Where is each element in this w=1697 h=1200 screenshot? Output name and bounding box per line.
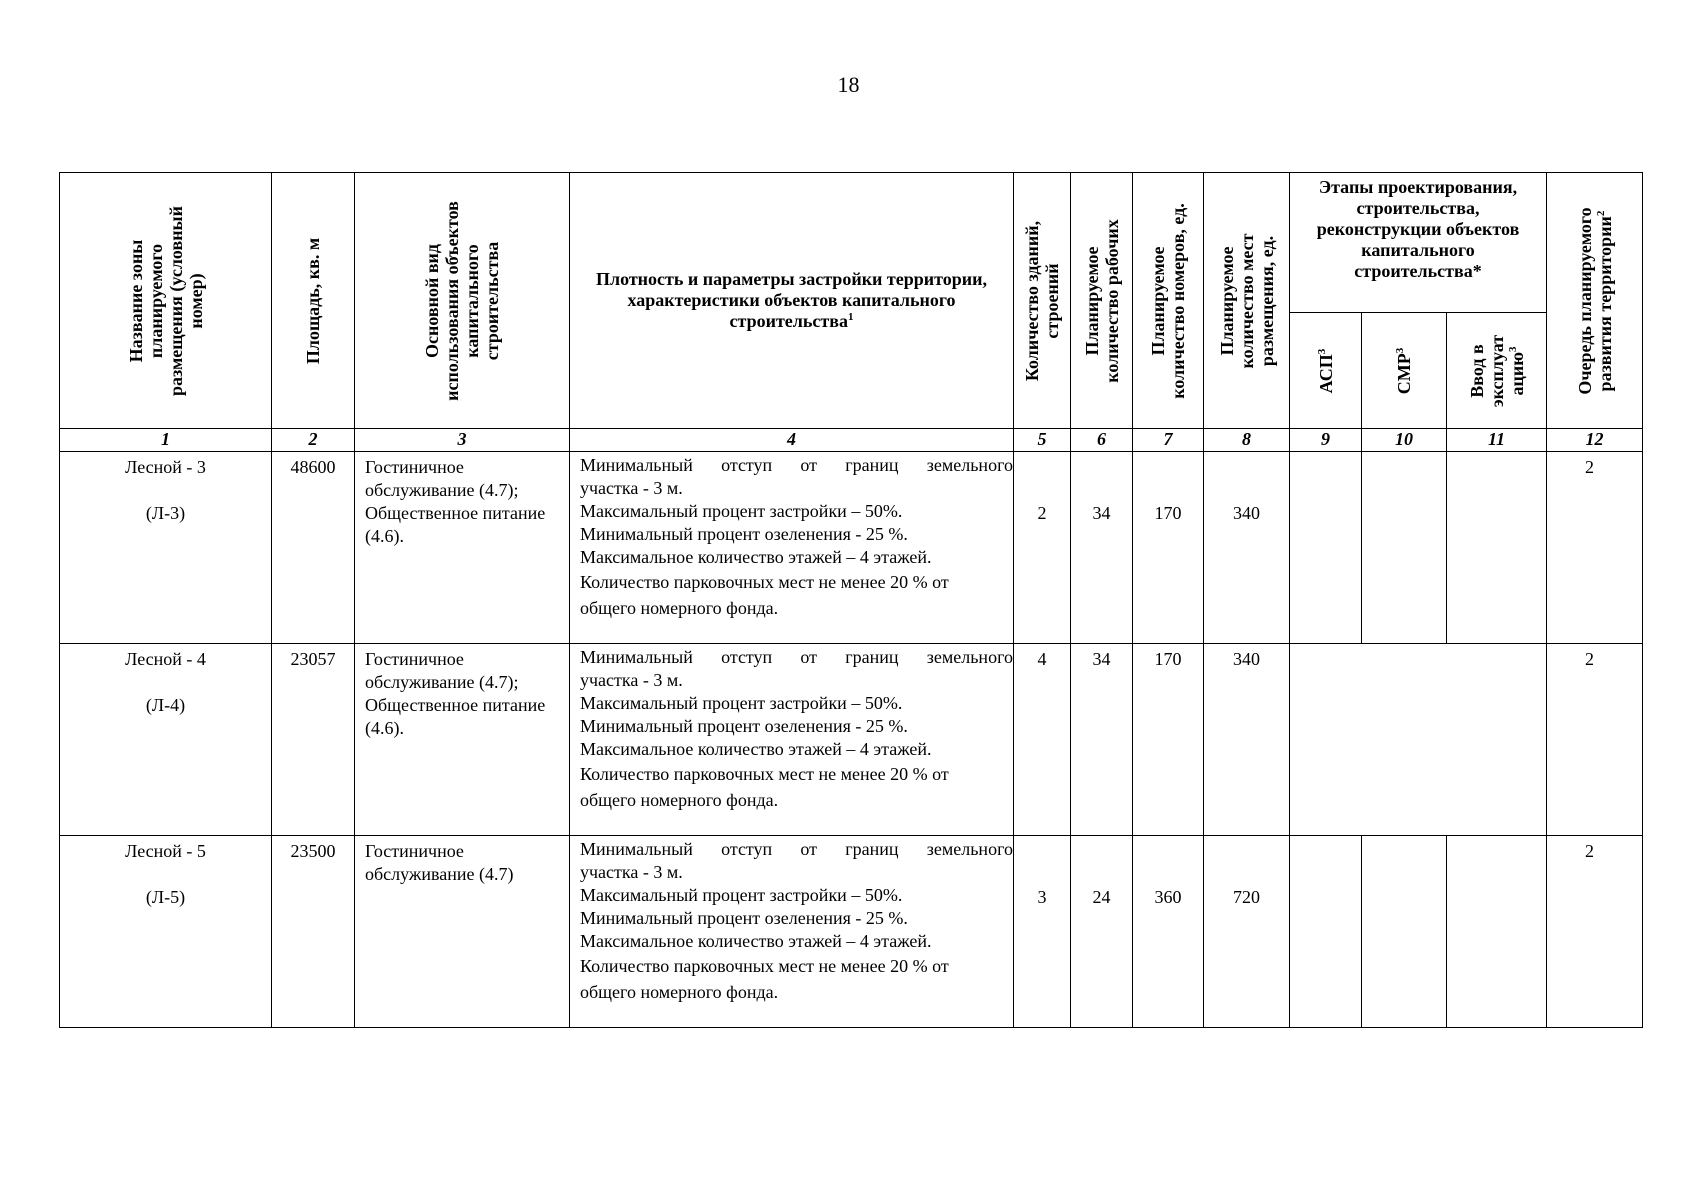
smr-cell — [1362, 836, 1447, 1028]
use-line: (4.6). — [365, 718, 404, 738]
params-line: Максимальный процент застройки – 50%. — [580, 501, 903, 521]
rooms-cell: 360 — [1133, 836, 1204, 1028]
buildings-count-cell: 3 — [1014, 836, 1071, 1028]
column-number-row — [60, 429, 1643, 452]
header-stages: Этапы проектирования, строительства, реконструкции объектов капитального строительства* — [1290, 173, 1547, 313]
params-line: общего номерного фонда. — [580, 598, 779, 618]
zone-name: Лесной - 5 — [125, 841, 206, 861]
params-cell — [570, 452, 1014, 644]
workers-cell: 34 — [1071, 452, 1133, 644]
places-cell: 340 — [1204, 452, 1290, 644]
use-line: Гостиничное — [365, 841, 464, 861]
table-body — [60, 429, 1643, 1028]
params-line: участка - 3 м. — [580, 862, 683, 882]
commission-cell — [1447, 836, 1547, 1028]
column-number: 7 — [1133, 429, 1204, 452]
asp-cell — [1290, 452, 1362, 644]
params-line: Минимальный отступ от границ земельного — [580, 647, 1013, 667]
table-row — [60, 836, 1643, 1028]
zone-name-cell — [60, 452, 272, 644]
column-number: 9 — [1290, 429, 1362, 452]
use-cell — [355, 452, 570, 644]
header-area: Площадь, кв. м — [272, 173, 355, 429]
zone-code: (Л-4) — [145, 695, 186, 715]
order-cell: 2 — [1547, 836, 1643, 1028]
header-zone-name: Название зоны планируемого размещения (условный номер) — [60, 173, 272, 429]
params-line: участка - 3 м. — [580, 670, 683, 690]
use-line: (4.6). — [365, 526, 404, 546]
column-number: 5 — [1014, 429, 1071, 452]
page-number: 18 — [837, 72, 860, 97]
column-number: 3 — [355, 429, 570, 452]
area-cell: 23057 — [272, 644, 355, 836]
params-line: общего номерного фонда. — [580, 982, 779, 1002]
order-cell: 2 — [1547, 452, 1643, 644]
column-number: 1 — [60, 429, 272, 452]
use-line: Гостиничное — [365, 649, 464, 669]
zone-name: Лесной - 4 — [125, 649, 206, 669]
area-cell: 48600 — [272, 452, 355, 644]
header-smr: СМР$^3$ — [1362, 313, 1447, 429]
use-line: обслуживание (4.7); — [365, 672, 519, 692]
stages-cell — [1290, 644, 1547, 836]
params-line: Максимальное количество этажей – 4 этажей. — [580, 931, 932, 951]
table-header — [60, 173, 1643, 429]
rooms-cell: 170 — [1133, 452, 1204, 644]
use-cell — [355, 836, 570, 1028]
header-use: Основной вид использования объектов капитального строительства — [355, 173, 570, 429]
zone-code: (Л-5) — [145, 887, 186, 907]
header-places: Планируемое количество мест размещения, ед. — [1204, 173, 1290, 429]
params-line: Минимальный процент озеленения - 25 %. — [580, 524, 908, 544]
column-number: 12 — [1547, 429, 1643, 452]
params-cell — [570, 836, 1014, 1028]
commission-cell — [1447, 452, 1547, 644]
params-line: Максимальное количество этажей – 4 этажей. — [580, 739, 932, 759]
zone-parameters-table — [59, 172, 1643, 1028]
use-line: Общественное питание — [365, 503, 546, 523]
params-line: общего номерного фонда. — [580, 790, 779, 810]
use-line: обслуживание (4.7); — [365, 480, 519, 500]
zone-code: (Л-3) — [145, 503, 186, 523]
table-row — [60, 452, 1643, 644]
zone-name-cell — [60, 836, 272, 1028]
rooms-cell: 170 — [1133, 644, 1204, 836]
header-commission: Ввод в эксплуат ацию$^3$ — [1447, 313, 1547, 429]
header-buildings-count: Количество зданий, строений — [1014, 173, 1071, 429]
column-number: 4 — [570, 429, 1014, 452]
header-order: Очередь планируемого развития территории$^2$ — [1547, 173, 1643, 429]
zone-name: Лесной - 3 — [125, 457, 206, 477]
params-line: Максимальный процент застройки – 50%. — [580, 885, 903, 905]
use-line: Общественное питание — [365, 695, 546, 715]
order-cell: 2 — [1547, 644, 1643, 836]
use-cell — [355, 644, 570, 836]
smr-cell — [1362, 452, 1447, 644]
column-number: 8 — [1204, 429, 1290, 452]
params-line: Количество парковочных мест не менее 20 % от — [580, 572, 949, 592]
buildings-count-cell: 2 — [1014, 452, 1071, 644]
params-line: Количество парковочных мест не менее 20 % от — [580, 956, 949, 976]
places-cell: 340 — [1204, 644, 1290, 836]
column-number: 2 — [272, 429, 355, 452]
zone-name-cell — [60, 644, 272, 836]
use-line: обслуживание (4.7) — [365, 864, 514, 884]
places-cell: 720 — [1204, 836, 1290, 1028]
column-number: 11 — [1447, 429, 1547, 452]
table-row — [60, 644, 1643, 836]
buildings-count-cell: 4 — [1014, 644, 1071, 836]
params-line: участка - 3 м. — [580, 478, 683, 498]
params-line: Максимальный процент застройки – 50%. — [580, 693, 903, 713]
column-number: 6 — [1071, 429, 1133, 452]
params-line: Минимальный процент озеленения - 25 %. — [580, 716, 908, 736]
header-params: Плотность и параметры застройки территории, характеристики объектов капитального строительства$^1$ — [570, 173, 1014, 429]
params-line: Минимальный отступ от границ земельного — [580, 839, 1013, 859]
workers-cell: 24 — [1071, 836, 1133, 1028]
header-workers: Планируемое количество рабочих — [1071, 173, 1133, 429]
params-line: Минимальный отступ от границ земельного — [580, 455, 1013, 475]
params-line: Количество парковочных мест не менее 20 % от — [580, 764, 949, 784]
asp-cell — [1290, 836, 1362, 1028]
params-line: Максимальное количество этажей – 4 этажей. — [580, 547, 932, 567]
params-line: Минимальный процент озеленения - 25 %. — [580, 908, 908, 928]
column-number: 10 — [1362, 429, 1447, 452]
area-cell: 23500 — [272, 836, 355, 1028]
use-line: Гостиничное — [365, 457, 464, 477]
workers-cell: 34 — [1071, 644, 1133, 836]
header-asp: АСП$^3$ — [1290, 313, 1362, 429]
header-rooms: Планируемое количество номеров, ед. — [1133, 173, 1204, 429]
params-cell — [570, 644, 1014, 836]
